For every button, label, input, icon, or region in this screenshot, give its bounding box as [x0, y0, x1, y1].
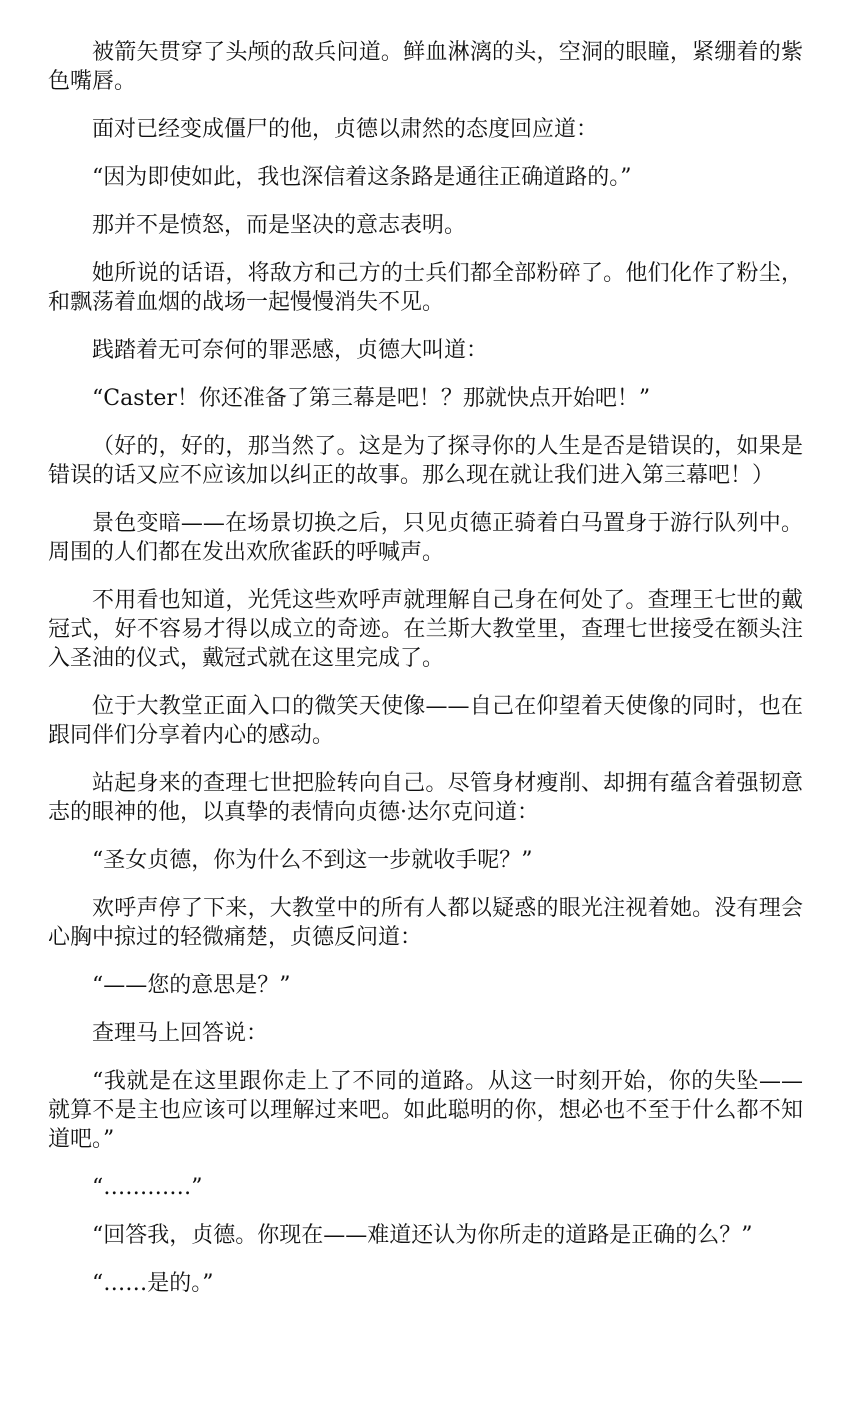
paragraph: 景色变暗——在场景切换之后，只见贞德正骑着白马置身于游行队列中。周围的人们都在发出欢欣雀跃的呼喊声。	[48, 511, 803, 565]
paragraph: “因为即使如此，我也深信着这条路是通往正确道路的。”	[92, 165, 632, 190]
paragraph: 欢呼声停了下来，大教堂中的所有人都以疑惑的眼光注视着她。没有理会心胸中掠过的轻微痛楚，贞德反问道：	[48, 896, 803, 950]
paragraph: “Caster！你还准备了第三幕是吧！？那就快点开始吧！”	[92, 386, 651, 411]
paragraph: “我就是在这里跟你走上了不同的道路。从这一时刻开始，你的失坠——就算不是主也应该可以理解过来吧。如此聪明的你，想必也不至于什么都不知道吧。”	[48, 1069, 803, 1152]
paragraph: 她所说的话语，将敌方和己方的士兵们都全部粉碎了。他们化作了粉尘，和飘荡着血烟的战场一起慢慢消失不见。	[48, 261, 803, 315]
paragraph: 那并不是愤怒，而是坚决的意志表明。	[92, 213, 467, 238]
paragraph: “回答我，贞德。你现在——难道还认为你所走的道路是正确的么？”	[92, 1223, 753, 1248]
paragraph: 位于大教堂正面入口的微笑天使像——自己在仰望着天使像的同时，也在跟同伴们分享着内心的感动。	[48, 694, 803, 748]
paragraph: 被箭矢贯穿了头颅的敌兵问道。鲜血淋漓的头，空洞的眼瞳，紧绷着的紫色嘴唇。	[48, 40, 803, 94]
paragraph: “…………”	[92, 1175, 203, 1200]
paragraph: 不用看也知道，光凭这些欢呼声就理解自己身在何处了。查理王七世的戴冠式，好不容易才得以成立的奇迹。在兰斯大教堂里，查理七世接受在额头注入圣油的仪式，戴冠式就在这里完成了。	[48, 588, 803, 671]
paragraph: “——您的意思是？”	[92, 973, 291, 998]
paragraph: “……是的。”	[92, 1271, 214, 1296]
paragraph: 站起身来的查理七世把脸转向自己。尽管身材瘦削、却拥有蕴含着强韧意志的眼神的他，以真挚的表情向贞德·达尔克问道：	[48, 771, 803, 825]
paragraph: 践踏着无可奈何的罪恶感，贞德大叫道：	[92, 338, 489, 363]
paragraph: 面对已经变成僵尸的他，贞德以肃然的态度回应道：	[92, 117, 599, 142]
paragraph: 查理马上回答说：	[92, 1021, 269, 1046]
paragraph: “圣女贞德，你为什么不到这一步就收手呢？”	[92, 848, 533, 873]
paragraph: （好的，好的，那当然了。这是为了探寻你的人生是否是错误的，如果是错误的话又应不应该加以纠正的故事。那么现在就让我们进入第三幕吧！）	[48, 434, 803, 488]
